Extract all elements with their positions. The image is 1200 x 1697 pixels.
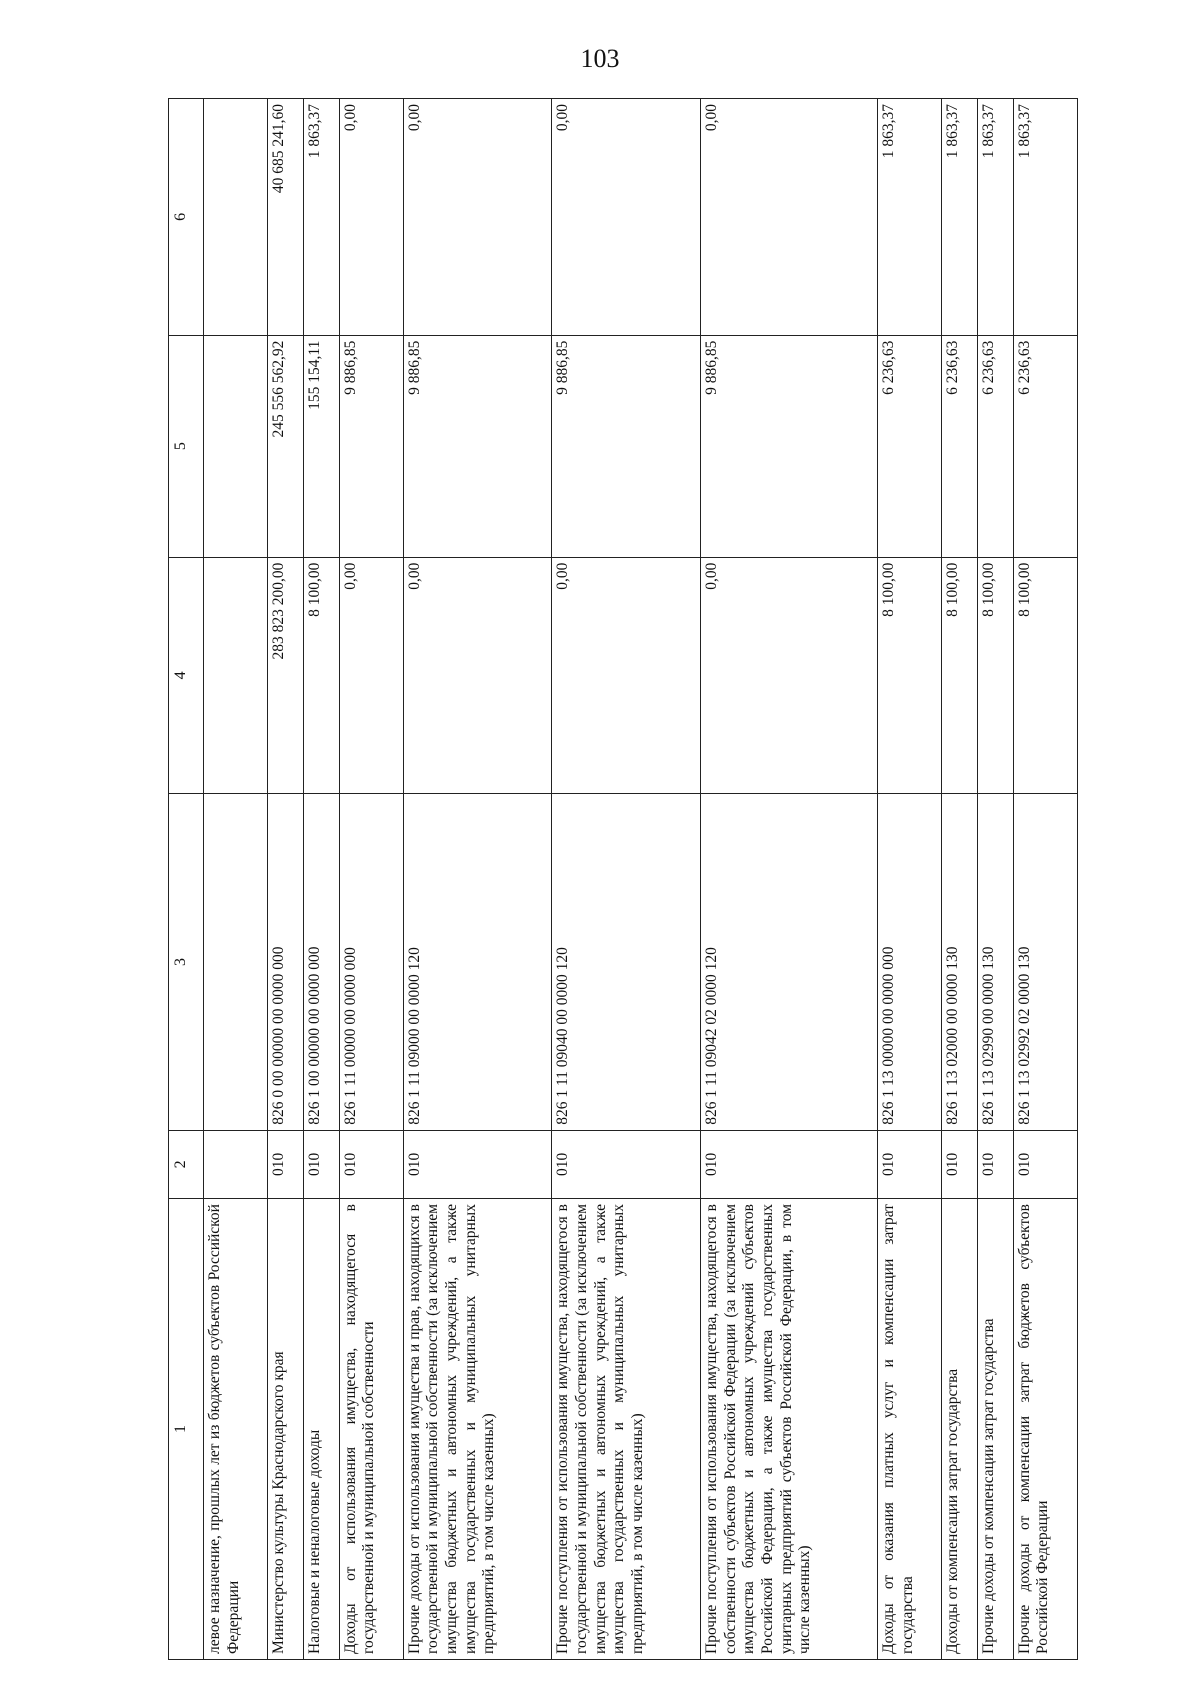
row-budget-code: 826 1 00 00000 00 0000 000 xyxy=(303,794,339,1131)
row-value-col5: 9 886,85 xyxy=(701,335,878,557)
row-name: Доходы от использования имущества, находящегося в государственной и муниципальной собственности xyxy=(339,1199,403,1660)
table-row xyxy=(1013,99,1077,1660)
header-col-2: 2 xyxy=(169,1130,204,1198)
row-name: Налоговые и неналоговые доходы xyxy=(303,1199,339,1660)
row-name: Доходы от оказания платных услуг и компенсации затрат государства xyxy=(878,1199,942,1660)
row-col2-code: 010 xyxy=(403,1130,552,1198)
row-budget-code: 826 1 11 00000 00 0000 000 xyxy=(339,794,403,1131)
header-col-4: 4 xyxy=(169,557,204,794)
table-row xyxy=(339,99,403,1660)
row-budget-code: 826 1 13 02990 00 0000 130 xyxy=(978,794,1014,1131)
table-row xyxy=(942,99,978,1660)
header-col-6: 6 xyxy=(169,99,204,336)
row-col2-code xyxy=(204,1130,268,1198)
header-col-5: 5 xyxy=(169,335,204,557)
row-col2-code: 010 xyxy=(552,1130,701,1198)
row-col2-code: 010 xyxy=(942,1130,978,1198)
table-row xyxy=(878,99,942,1660)
table-row xyxy=(204,99,268,1660)
row-value-col6: 1 863,37 xyxy=(303,99,339,336)
row-value-col6: 1 863,37 xyxy=(1013,99,1077,336)
row-value-col4: 283 823 200,00 xyxy=(268,557,304,794)
row-value-col4: 8 100,00 xyxy=(878,557,942,794)
row-value-col5: 9 886,85 xyxy=(339,335,403,557)
row-value-col4: 0,00 xyxy=(403,557,552,794)
row-name: Доходы от компенсации затрат государства xyxy=(942,1199,978,1660)
row-col2-code: 010 xyxy=(878,1130,942,1198)
row-value-col6: 1 863,37 xyxy=(942,99,978,336)
row-value-col4: 8 100,00 xyxy=(942,557,978,794)
row-name: левое назначение, прошлых лет из бюджетов субъектов Российской Федерации xyxy=(204,1199,268,1660)
row-value-col6: 0,00 xyxy=(403,99,552,336)
row-value-col6: 0,00 xyxy=(339,99,403,336)
table-body xyxy=(204,99,1078,1660)
row-value-col5: 6 236,63 xyxy=(942,335,978,557)
row-value-col6: 0,00 xyxy=(701,99,878,336)
row-budget-code xyxy=(204,794,268,1131)
row-budget-code: 826 1 13 02000 00 0000 130 xyxy=(942,794,978,1131)
row-name: Прочие доходы от компенсации затрат государства xyxy=(978,1199,1014,1660)
table-row xyxy=(701,99,878,1660)
row-value-col6: 40 685 241,60 xyxy=(268,99,304,336)
row-value-col5: 9 886,85 xyxy=(552,335,701,557)
table-row xyxy=(268,99,304,1660)
rotated-table-container xyxy=(168,98,1078,1660)
row-value-col4: 0,00 xyxy=(339,557,403,794)
row-name: Прочие поступления от использования имущества, находящегося в государственной и муниципальной собственности (за исключением имущества бюджетных и автономных учреждений, а также имущества государственных и муниципальных унитарных предприятий, в том числе казенных) xyxy=(552,1199,701,1660)
row-budget-code: 826 1 13 00000 00 0000 000 xyxy=(878,794,942,1131)
row-value-col5: 6 236,63 xyxy=(978,335,1014,557)
row-budget-code: 826 1 11 09000 00 0000 120 xyxy=(403,794,552,1131)
row-value-col5: 9 886,85 xyxy=(403,335,552,557)
row-value-col4 xyxy=(204,557,268,794)
table-row xyxy=(552,99,701,1660)
table-row xyxy=(978,99,1014,1660)
header-row xyxy=(169,99,204,1660)
row-value-col6: 1 863,37 xyxy=(978,99,1014,336)
row-col2-code: 010 xyxy=(303,1130,339,1198)
row-value-col5: 6 236,63 xyxy=(878,335,942,557)
row-name: Прочие поступления от использования имущества, находящегося в собственности субъектов Российской Федерации (за исключением имущества бюджетных и автономных учреждений субъектов Российской Федерации, а также имущества государственных унитарных предприятий субъектов Российской Федерации, в том числе казенных) xyxy=(701,1199,878,1660)
table-row xyxy=(403,99,552,1660)
row-col2-code: 010 xyxy=(978,1130,1014,1198)
row-col2-code: 010 xyxy=(268,1130,304,1198)
row-name: Прочие доходы от использования имущества и прав, находящихся в государственной и муниципальной собственности (за исключением имущества бюджетных и автономных учреждений, а также имущества государственных и муниципальных унитарных предприятий, в том числе казенных) xyxy=(403,1199,552,1660)
row-value-col5: 155 154,11 xyxy=(303,335,339,557)
row-value-col5 xyxy=(204,335,268,557)
row-value-col4: 8 100,00 xyxy=(978,557,1014,794)
row-value-col6: 1 863,37 xyxy=(878,99,942,336)
revenue-table xyxy=(168,98,1078,1660)
row-value-col4: 0,00 xyxy=(552,557,701,794)
row-name: Прочие доходы от компенсации затрат бюджетов субъектов Российской Федерации xyxy=(1013,1199,1077,1660)
row-col2-code: 010 xyxy=(701,1130,878,1198)
row-value-col5: 6 236,63 xyxy=(1013,335,1077,557)
row-col2-code: 010 xyxy=(1013,1130,1077,1198)
row-budget-code: 826 1 11 09042 02 0000 120 xyxy=(701,794,878,1131)
row-budget-code: 826 0 00 00000 00 0000 000 xyxy=(268,794,304,1131)
row-value-col4: 8 100,00 xyxy=(1013,557,1077,794)
row-col2-code: 010 xyxy=(339,1130,403,1198)
header-col-3: 3 xyxy=(169,794,204,1131)
row-budget-code: 826 1 11 09040 00 0000 120 xyxy=(552,794,701,1131)
row-value-col5: 245 556 562,92 xyxy=(268,335,304,557)
row-budget-code: 826 1 13 02992 02 0000 130 xyxy=(1013,794,1077,1131)
header-col-1: 1 xyxy=(169,1199,204,1660)
row-value-col4: 8 100,00 xyxy=(303,557,339,794)
row-name: Министерство культуры Краснодарского края xyxy=(268,1199,304,1660)
row-value-col6 xyxy=(204,99,268,336)
row-value-col6: 0,00 xyxy=(552,99,701,336)
row-value-col4: 0,00 xyxy=(701,557,878,794)
table-row xyxy=(303,99,339,1660)
page-number: 103 xyxy=(580,44,620,73)
